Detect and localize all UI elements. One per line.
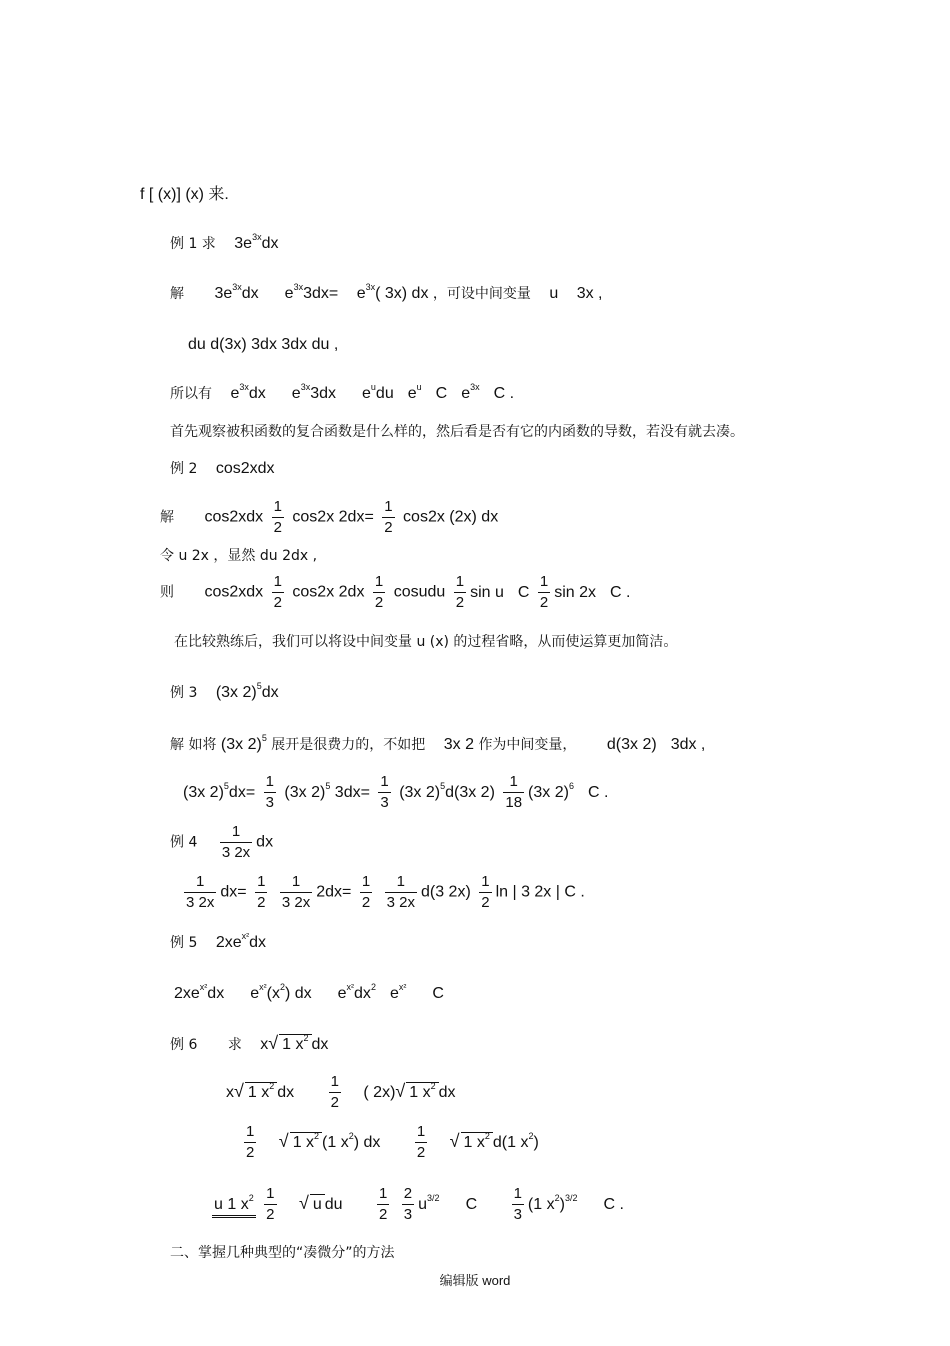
example-1-du-line: du d(3x) 3dx 3dx du , [188, 336, 339, 353]
page-footer: 编辑版 word [439, 1273, 511, 1288]
example-2-note: 在比较熟练后，我们可以将设中间变量 u (x) 的过程省略，从而使运算更加简洁。 [174, 634, 678, 650]
example-6-step-1: x√ 1 $x^2$ dx $\frac{1}{2}$ ( 2x)√ 1 $x^2$ dx [226, 1073, 456, 1111]
example-6-step-2: $\frac{1}{2}$ √ 1 $x^2$ (1 $x^2$) dx $\frac{1}{2}$ √ 1 $x^2$ d(1 $x^2$) [246, 1123, 539, 1161]
intro-line: f [ (x)] (x) 来. [140, 186, 229, 203]
example-6-title: 例 6 求 x√ 1 $x^2$ dx [170, 1033, 329, 1053]
example-1-title: 例 1 求 $3e^{3x}dx$ [170, 232, 279, 252]
example-1-solution-line-1: 解 $3e^{3x}dx$ $e^{3x}3dx= e^{3x}$( 3x) dx ，可设中间变量 u 3x , [170, 282, 603, 302]
example-3-result-line: (3x 2)$^5$dx= $\frac{1}{3}$ (3x 2)$^5$ 3dx= $\frac{1}{3}$ (3x 2)$^5$d(3x 2) $\frac{1}{18}$ (3x 2)$^6$ C . [183, 773, 609, 811]
example-5-result-line: $2xe^{x^2}dx$ $e^{x^2}(x^2)$ dx $e^{x^2}dx^2$ $e^{x^2}$ C [174, 982, 444, 1002]
example-2-solution-line: 解 cos2xdx $\frac{1}{2}$ cos2x 2dx= $\frac{1}{2}$ cos2x (2x) dx [160, 498, 499, 536]
substitution-marker: u 1 $x^2$ [212, 1195, 256, 1218]
example-1-problem: $3e^{3x}dx$ [234, 232, 279, 252]
example-5-title: 例 5 $2xe^{x^2}dx$ [170, 931, 267, 951]
example-1-summary: 首先观察被积函数的复合函数是什么样的，然后看是否有它的内函数的导数，若没有就去凑。 [170, 424, 744, 440]
example-3-title: 例 3 (3x 2)$^5$dx [170, 681, 279, 701]
example-2-result-line: 则 cos2xdx $\frac{1}{2}$ cos2x 2dx $\frac{1}{2}$ cosudu $\frac{1}{2}$ sin u C $\frac{1}{2}$ sin 2x C . [160, 573, 631, 611]
example-2-title: 例 2 cos2xdx [170, 460, 275, 477]
example-1-result-line: 所以有 $e^{3x}dx$ $e^{3x}3dx$ $e^udu$ $e^u$ C $e^{3x}$ C . [170, 382, 515, 402]
example-2-let-line: 令 u 2x ，显然 du 2dx , [160, 548, 318, 564]
example-6-step-3: u 1 $x^2$ $\frac{1}{2}$ √ u du $\frac{1}{2}$ $\frac{2}{3}$ $u^{3/2}$ C $\frac{1}{3}$ (1 $x^2)^{3/2}$ C . [214, 1185, 624, 1223]
example-4-title: 例 4 $\frac{1}{3 2x}$ dx [170, 823, 274, 861]
example-4-result-line: $\frac{1}{3 2x}$ dx= $\frac{1}{2}$ $\frac{1}{3 2x}$ 2dx= $\frac{1}{2}$ $\frac{1}{3 2x}$ d(3 2x) $\frac{1}{2}$ ln | 3 2x | C . [186, 873, 585, 911]
example-3-solution-line: 解 如将 (3x 2)$^5$ 展开是很费力的，不如把 3x 2 作为中间变量， d(3x 2) 3dx , [170, 733, 706, 753]
section-heading: 二、掌握几种典型的“凑微分”的方法 [170, 1245, 395, 1261]
